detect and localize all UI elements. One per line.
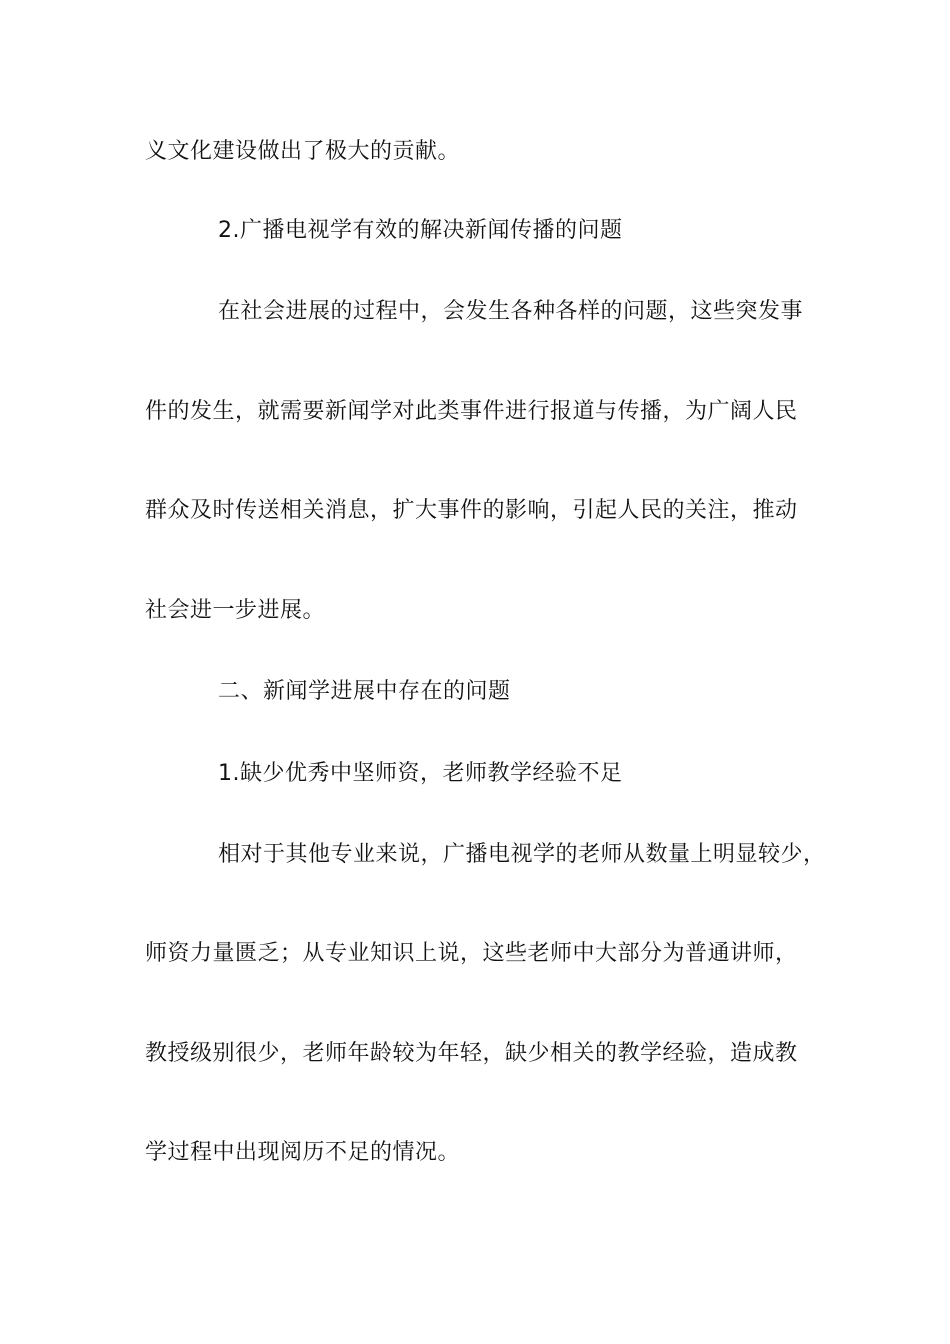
- paragraph-line: 群众及时传送相关消息，扩大事件的影响，引起人民的关注，推动: [145, 498, 798, 523]
- paragraph-line: 件的发生，就需要新闻学对此类事件进行报道与传播，为广阔人民: [145, 399, 798, 424]
- section-heading: 2.广播电视学有效的解决新闻传播的问题: [218, 218, 623, 243]
- paragraph-line: 社会进一步进展。: [145, 598, 326, 623]
- paragraph-line: 学过程中出现阅历不足的情况。: [145, 1140, 461, 1165]
- paragraph-line: 师资力量匮乏；从专业知识上说，这些老师中大部分为普通讲师，: [145, 941, 798, 966]
- section-heading: 二、新闻学进展中存在的问题: [218, 679, 511, 704]
- paragraph-line: 相对于其他专业来说，广播电视学的老师从数量上明显较少，: [218, 842, 826, 867]
- paragraph-line: 义文化建设做出了极大的贡献。: [145, 139, 461, 164]
- paragraph-line: 教授级别很少，老师年龄较为年轻，缺少相关的教学经验，造成教: [145, 1041, 798, 1066]
- paragraph-line: 在社会进展的过程中，会发生各种各样的问题，这些突发事: [218, 299, 804, 324]
- section-heading: 1.缺少优秀中坚师资，老师教学经验不足: [218, 761, 623, 786]
